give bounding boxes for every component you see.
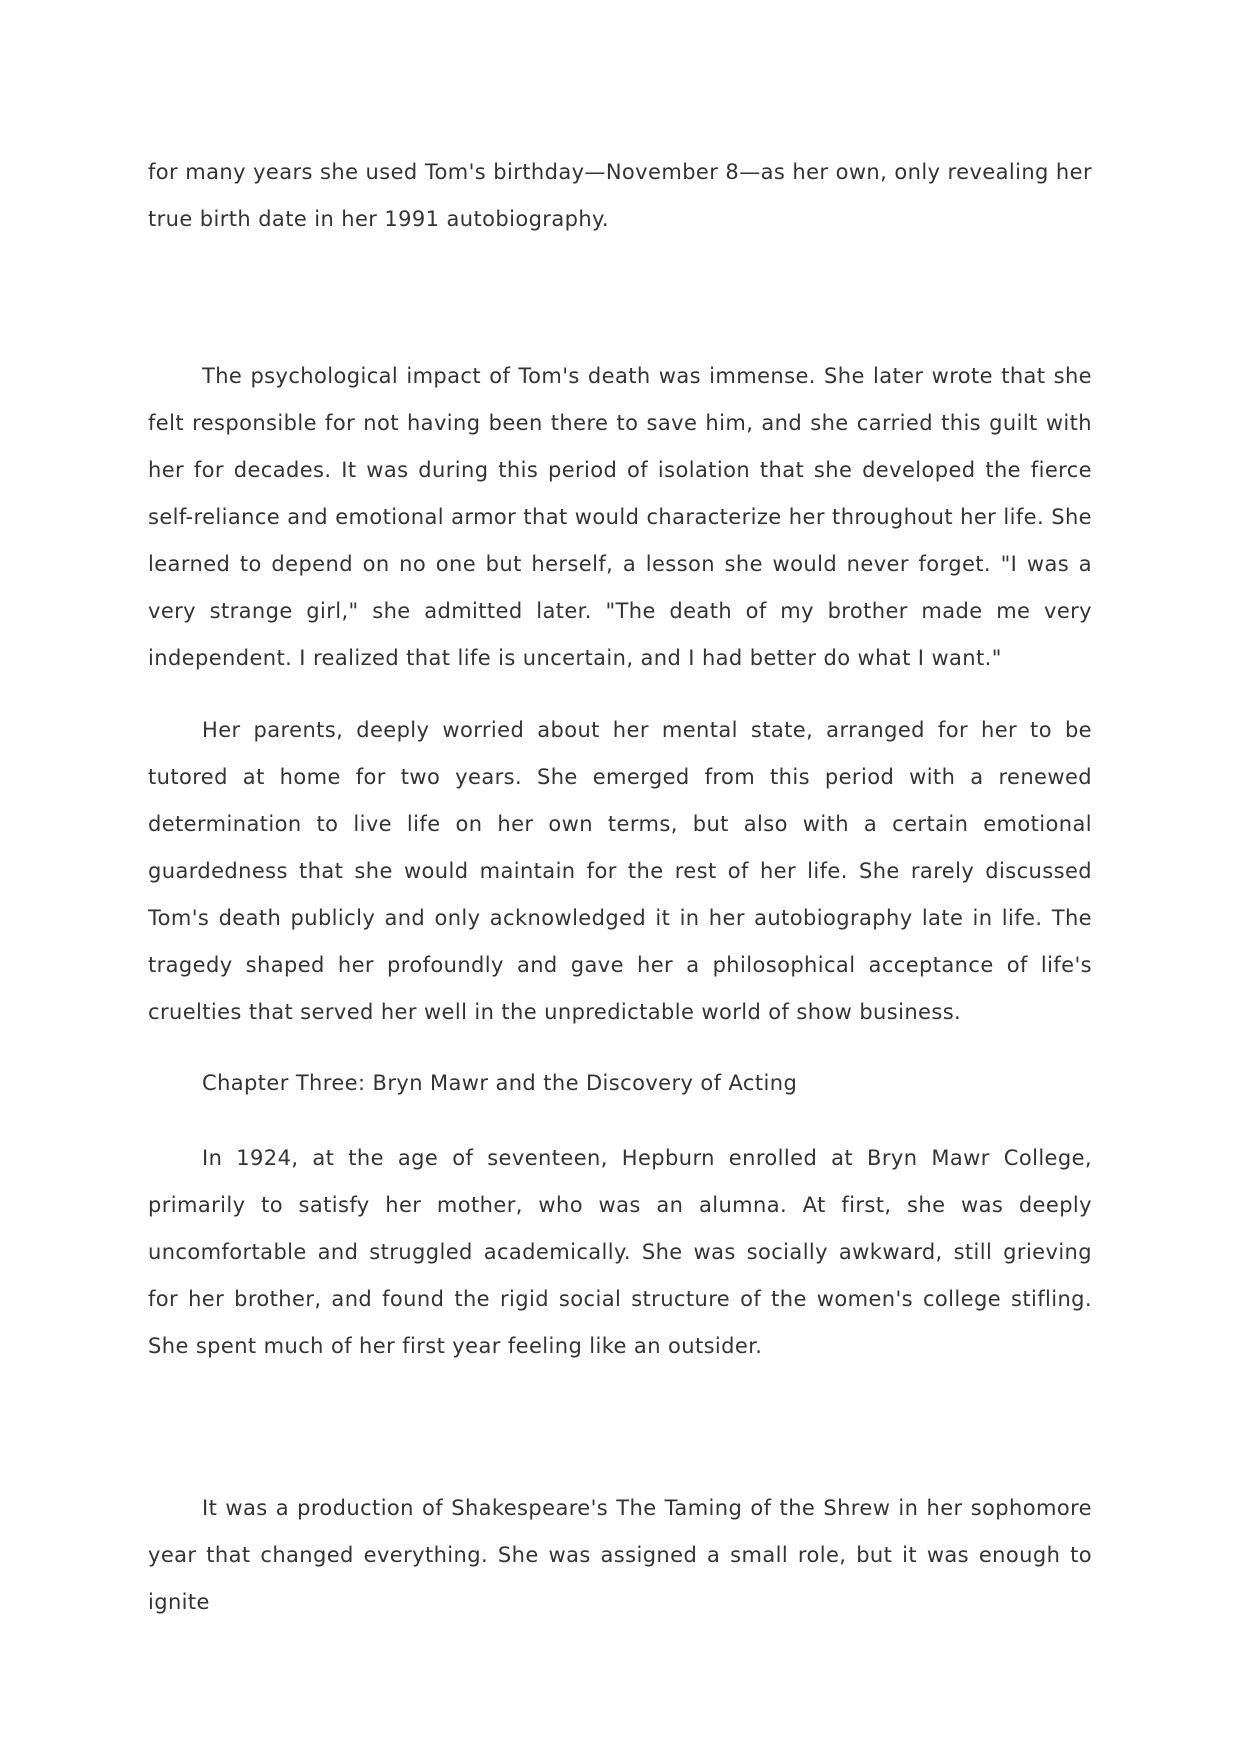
paragraph-text: It was a production of Shakespeare's The Taming of the Shrew in her sophomore year that changed everything. She was assigned a small role, but it was enough to ignite	[148, 1496, 1092, 1614]
paragraph-text: Her parents, deeply worried about her mental state, arranged for her to be tutored at home for two years. She emerged from this period with a renewed determination to live life on her own terms, but also with a certain emotional guardedness that she would maintain for the rest of her life. She rarely discussed Tom's death publicly and only acknowledged it in her autobiography late in life. The tragedy shaped her profoundly and gave her a philosophical acceptance of life's cruelties that served her well in the unpredictable world of show business.	[148, 718, 1092, 1024]
chapter-title: Chapter Three: Bryn Mawr and the Discovery of Acting	[202, 1071, 798, 1095]
paragraph-text: for many years she used Tom's birthday—November 8—as her own, only revealing her true birth date in her 1991 autobiography.	[148, 160, 1092, 231]
paragraph-continued	[148, 149, 1092, 243]
paragraph	[148, 707, 1092, 1036]
paragraph	[148, 1135, 1092, 1370]
paragraph-text: In 1924, at the age of seventeen, Hepburn enrolled at Bryn Mawr College, primarily to satisfy her mother, who was an alumna. At first, she was deeply uncomfortable and struggled academically. She was socially awkward, still grieving for her brother, and found the rigid social structure of the women's college stifling. She spent much of her first year feeling like an outsider.	[148, 1146, 1092, 1358]
chapter-heading	[148, 1060, 1092, 1107]
paragraph-text: The psychological impact of Tom's death was immense. She later wrote that she felt responsible for not having been there to save him, and she carried this guilt with her for decades. It was during this period of isolation that she developed the fierce self-reliance and emotional armor that would characterize her throughout her life. She learned to depend on no one but herself, a lesson she would never forget. "I was a very strange girl," she admitted later. "The death of my brother made me very independent. I realized that life is uncertain, and I had better do what I want."	[148, 364, 1092, 670]
paragraph	[148, 353, 1092, 682]
paragraph-truncated	[148, 1485, 1092, 1626]
